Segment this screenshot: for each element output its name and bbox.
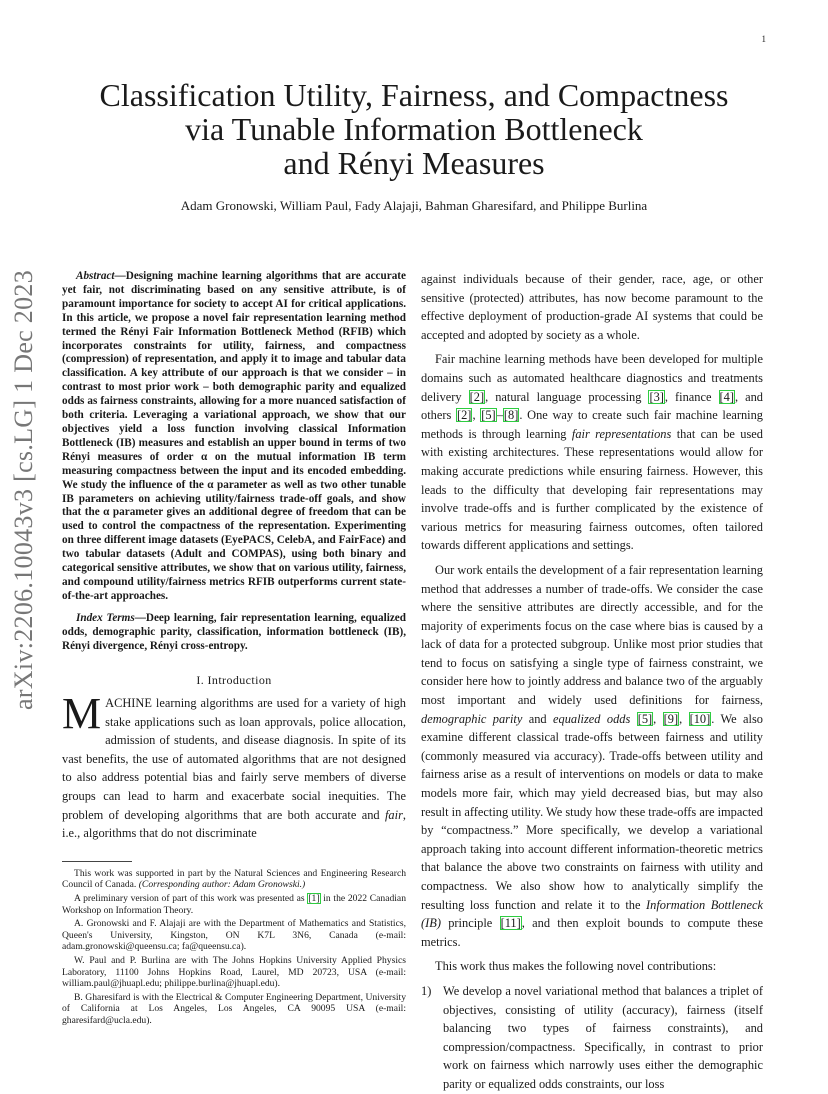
text-span: , (679, 711, 689, 726)
title-line-3: and Rényi Measures (283, 145, 545, 181)
citation-link[interactable]: [10] (689, 711, 711, 726)
footnote-corresponding: (Corresponding author: Adam Gronowski.) (138, 879, 306, 891)
intro-em-fair: fair (384, 807, 403, 822)
paragraph (421, 561, 763, 951)
paper-title (40, 78, 788, 180)
contribution-number: 1) (421, 983, 432, 998)
abstract (62, 270, 406, 604)
right-column (421, 270, 763, 1094)
contribution-text: We develop a novel variational method that balances a triplet of objectives, consisting of utility (accuracy), fairness (itself balancing two types of fairness constraints), and compression/compactness. Specifically, in contrast to prior work on fairness which narrowly uses either the demographic parity or equalized odds constraints, our loss (443, 983, 763, 1091)
arxiv-identifier-text: arXiv:2206.10043v3 [cs.LG] 1 Dec 2023 (9, 269, 38, 711)
footnote-rule (62, 861, 132, 862)
text-span: . We also examine different classical trade-offs between fairness and utility (commonly measured via accuracy). Trade-offs between utility and fairness arise as a result of interventions on models or data to make models more fair, which may yield decreased bias, but may also result in affecting utility. We study how these trade-offs are impacted by “compactness.” More specifically, we develop a variational approach taking into account different information-theoretic metrics that balance the above two constraints on fairness with utility and compactness. We also show how to analytically simplify the resulting loss function and relate it to the (421, 711, 764, 912)
footnote-preliminary-a: A preliminary version of part of this work was presented as (74, 893, 308, 904)
footnote-funding-text: This work was supported in part by the Natural Sciences and Engineering Research Council of Canada. (62, 867, 406, 891)
index-terms-label: Index Terms (76, 611, 135, 624)
citation-link[interactable]: [5] (637, 711, 653, 726)
paragraph: This work thus makes the following novel contributions: (435, 959, 717, 974)
emphasis: fair representations (571, 426, 672, 441)
citation-link[interactable]: [9] (663, 711, 679, 726)
citation-link[interactable]: [4] (719, 389, 734, 404)
text-span: , (472, 408, 481, 423)
abstract-sep: — (114, 270, 126, 282)
intro-text-b: , i.e., algorithms that do not discriminate (62, 807, 406, 841)
footnote-funding (62, 868, 406, 891)
citation-link[interactable]: [5] (481, 408, 496, 423)
abstract-label: Abstract (76, 270, 115, 282)
index-terms-sep: — (134, 611, 146, 624)
left-column (62, 270, 406, 1029)
title-line-2: via Tunable Information Bottleneck (185, 111, 643, 147)
index-terms (62, 612, 406, 654)
text-span: . One way to create such fair machine learning methods is through learning (421, 408, 763, 441)
author-list: Adam Gronowski, William Paul, Fady Alajaji, Bahman Gharesifard, and Philippe Burlina (180, 198, 648, 213)
title-line-1: Classification Utility, Fairness, and Compactness (99, 77, 729, 113)
paragraph (421, 350, 763, 555)
intro-caps: ACHINE (105, 696, 152, 711)
text-span: Fair machine learning methods have been developed for multiple domains such as automated healthcare diagnostics and treatments delivery (421, 352, 763, 404)
citation-link[interactable]: [11] (500, 916, 521, 931)
emphasis: equalized odds (553, 711, 631, 726)
text-span: that can be used with existing architectures. These representations would allow for making accurate predictions while ensuring fairness. However, this leads to the difficulty that developing fair representations may involve trade-offs and is further complicated by the existence of various metrics for measuring fairness outcomes, often tailored towards different applications and settings. (421, 426, 763, 553)
text-span: , natural language processing (485, 389, 649, 404)
footnote-affiliation-jhuapl: W. Paul and P. Burlina are with The Johns Hopkins University Applied Physics Laboratory, 11100 Johns Hopkins Road, Laurel, MD 20723, USA (e-mail: william.paul@jhuapl.edu; philippe.burlina@jhuapl.edu). (62, 954, 406, 990)
intro-paragraph (62, 689, 406, 843)
drop-cap: M (62, 689, 102, 739)
emphasis: demographic parity (421, 711, 523, 726)
footnote-preliminary (62, 893, 406, 916)
footnote-affiliation-ucla: B. Gharesifard is with the Electrical & Computer Engineering Department, University of California at Los Angeles, Los Angeles, CA 90095 USA (e-mail: gharesifard@ucla.edu). (62, 991, 406, 1026)
citation-link[interactable]: [1] (308, 893, 320, 904)
text-span: Our work entails the development of a fair representation learning method that addresses a number of trade-offs. We consider the case where the sensitive attributes are directly accessible, and for the majority of experiments focus on the case where bias is caused by a lack of data for a protected subgroup. Unlike most prior studies that tend to focus on satisfying a single type of fairness constraint, we consider here how to jointly address and balance two of the arguably most important and widely used definitions for fairness, (421, 562, 763, 708)
text-span: , finance (664, 389, 719, 404)
text-span: , and then exploit bounds to compute these metrics. (421, 916, 764, 949)
citation-link[interactable]: [2] (456, 408, 472, 423)
emphasis: Information Bottleneck (IB) (421, 897, 763, 931)
contribution-item (421, 982, 763, 1094)
citation-link[interactable]: [8] (503, 408, 519, 423)
text-span (630, 712, 636, 726)
arxiv-identifier (2, 269, 46, 711)
paragraph: against individuals because of their gender, race, age, or other sensitive (protected) attributes, has now become paramount to the effective deployment of production-grade AI systems that could be accepted and adopted by society as a whole. (421, 272, 763, 342)
text-span: principle (440, 916, 500, 931)
index-terms-text: Deep learning, fair representation learning, equalized odds, demographic parity, classification, information bottleneck (IB), Rényi divergence, Rényi cross-entropy. (62, 611, 406, 652)
intro-text-a: learning algorithms are used for a variety of high stake applications such as loan approvals, police allocation, admission of students, and disease diagnosis. In spite of its vast benefits, the use of automated algorithms that are not designed to also address potential bias and fairly serve members of diverse groups can lead to harm and exacerbate social inequities. The problem of developing algorithms that are both accurate and (62, 696, 406, 822)
text-span: , and others (421, 389, 763, 423)
footnote-preliminary-b: in the 2022 Canadian Workshop on Information Theory. (62, 893, 406, 916)
footnote-affiliation-queens: A. Gronowski and F. Alajaji are with the Department of Mathematics and Statistics, Queen's University, Kingston, ON K7L 3N6, Canada (e-mail: adam.gronowski@queensu.ca; fa@queensu.ca). (62, 918, 406, 953)
section-heading-introduction: I. Introduction (196, 673, 272, 688)
text-span: – (496, 408, 503, 423)
citation-link[interactable]: [2] (469, 389, 485, 404)
citation-link[interactable]: [3] (649, 389, 664, 404)
abstract-text: Designing machine learning algorithms that are accurate yet fair, not discriminating based on any sensitive attribute, is of paramount importance for society to accept AI for critical applications. In this article, we propose a novel fair representation learning method termed the Rényi Fair Information Bottleneck Method (RFIB) which incorporates constraints for utility, fairness, and compactness (compression) of representation, and apply it to image and tabular data classification. A key attribute of our approach is that we consider – in contrast to most prior work – both demographic parity and equalized odds as fairness constraints, allowing for a more nuanced satisfaction of both criteria. Leveraging a variational approach, we show that our objectives yield a loss function involving classical Information Bottleneck (IB) measures and establish an upper bound in terms of two Rényi measures of order α on the mutual information IB term measuring compactness between the input and its encoded embedding. We study the influence of the α parameter as well as two other tunable IB parameters on achieving utility/fairness trade-off goals, and show that the α parameter gives an additional degree of freedom that can be used to control the compactness of the representation. Experimenting on three different image datasets (EyePACS, CelebA, and FairFace) and two tabular datasets (Adult and COMPAS), using both binary and categorical sensitive attributes, we show that on various utility, fairness, and compound utility/fairness metrics RFIB outperforms current state-of-the-art approaches. (62, 270, 406, 602)
text-span: and (522, 711, 554, 726)
text-span: , (653, 711, 663, 726)
page-number: 1 (761, 34, 766, 44)
